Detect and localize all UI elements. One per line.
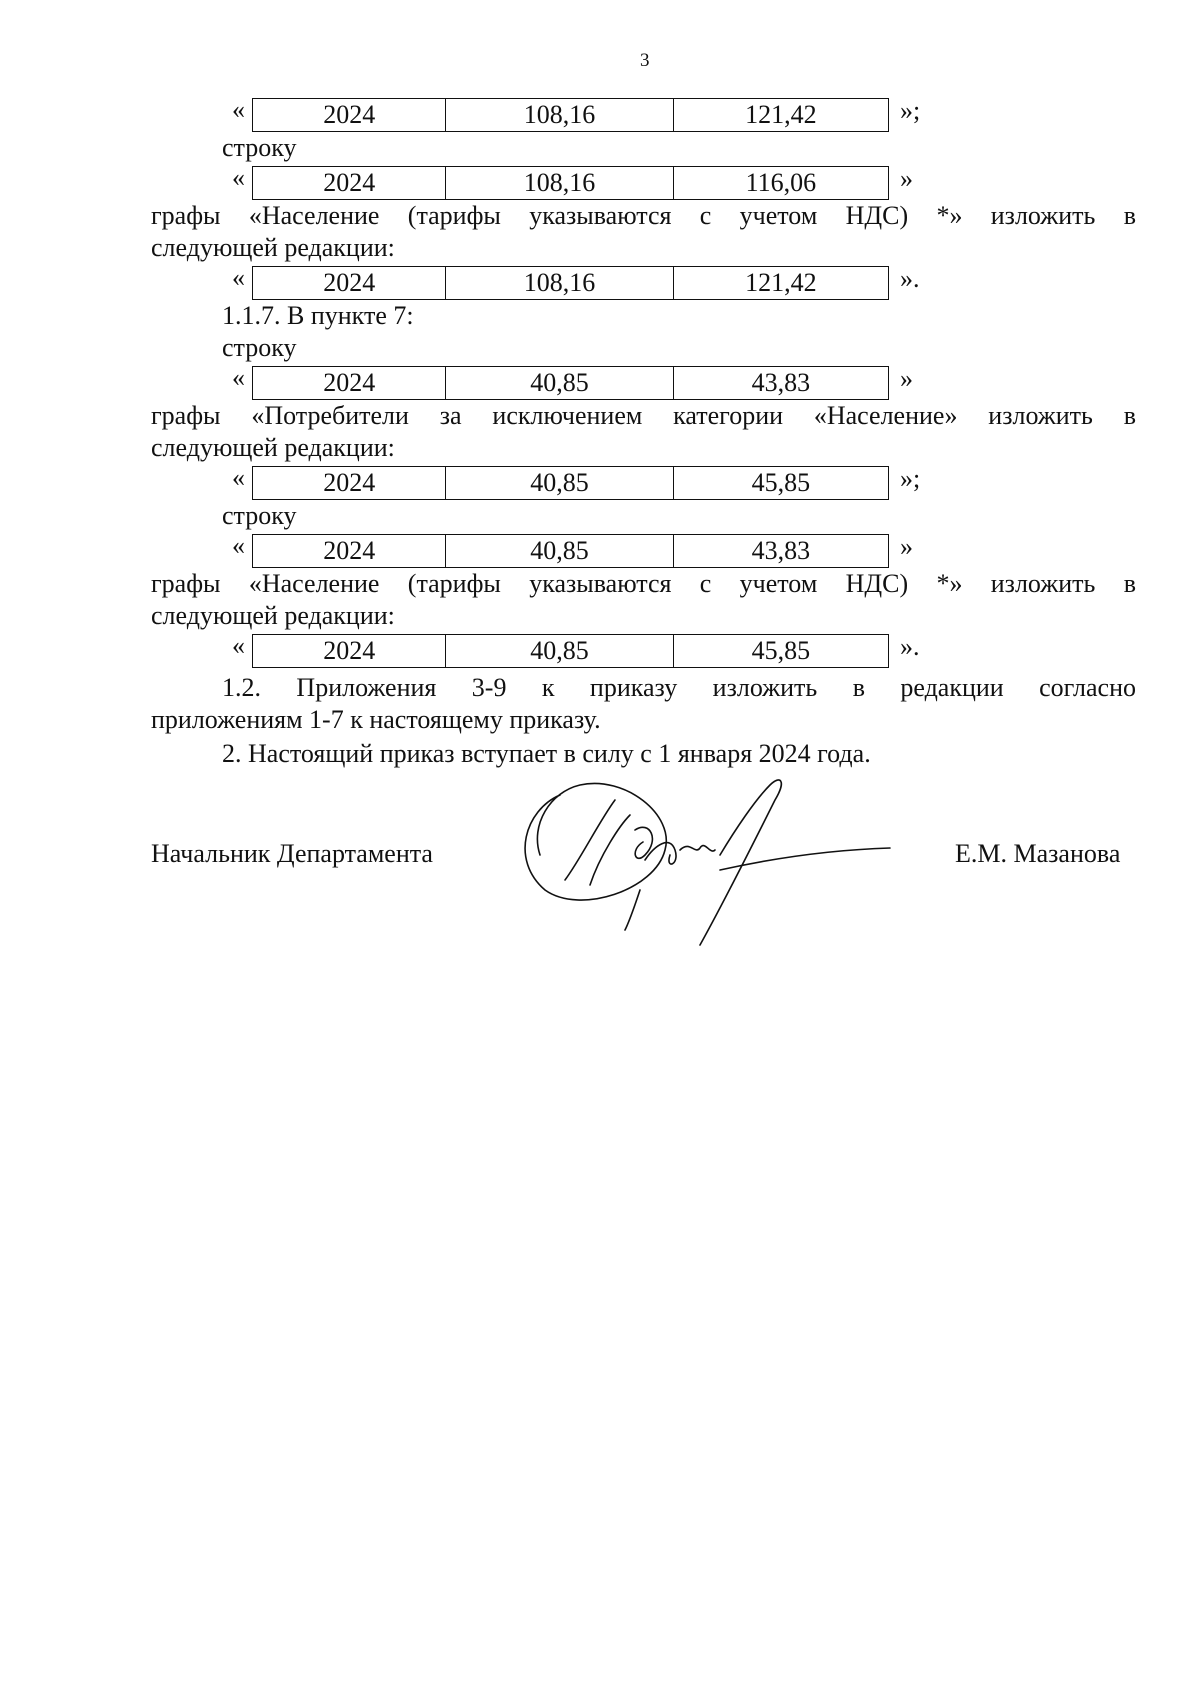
text-sled-red: следующей редакции: [151, 233, 395, 262]
text-p2: 2. Настоящий приказ вступает в силу с 1 января 2024 года. [222, 739, 871, 768]
paragraph-line [151, 672, 1136, 704]
tariff-table [252, 634, 889, 668]
text-sled-red: следующей редакции: [151, 601, 395, 630]
cell-value-1: 108,16 [446, 267, 673, 299]
tariff-table [252, 98, 889, 132]
text-p12-line2: приложениям 1-7 к настоящему приказу. [151, 705, 601, 734]
cell-value-1: 40,85 [446, 635, 673, 667]
close-quote: »; [900, 464, 921, 493]
text-grafy-naselenie: графы «Население (тарифы указываются с учетом НДС) *» изложить в [151, 569, 1136, 598]
cell-value-2: 45,85 [751, 468, 811, 497]
close-quote: ». [900, 264, 920, 293]
cell-year: 2024 [253, 367, 446, 399]
tariff-table [252, 166, 889, 200]
text-sled-red: следующей редакции: [151, 433, 395, 462]
cell-value-2: 121,42 [745, 100, 817, 129]
paragraph-line [151, 200, 1136, 232]
tariff-table [252, 466, 889, 500]
text-stroku: строку [222, 501, 297, 530]
text-p117: 1.1.7. В пункте 7: [222, 301, 414, 330]
text-p12-line1: 1.2. Приложения 3-9 к приказу изложить в редакции согласно [222, 673, 1136, 702]
open-quote: « [232, 463, 245, 492]
tariff-table [252, 534, 889, 568]
cell-value-2: 116,06 [745, 168, 817, 197]
close-quote: » [900, 364, 913, 393]
cell-year: 2024 [253, 99, 446, 131]
open-quote: « [232, 631, 245, 660]
paragraph-line [151, 400, 1136, 432]
open-quote: « [232, 263, 245, 292]
cell-year: 2024 [253, 267, 446, 299]
cell-value-2: 45,85 [751, 636, 811, 665]
paragraph-line [151, 568, 1136, 600]
open-quote: « [232, 363, 245, 392]
cell-year: 2024 [253, 535, 446, 567]
signature-image [505, 770, 895, 960]
text-stroku: строку [222, 133, 297, 162]
close-quote: ». [900, 632, 920, 661]
signatory-name: Е.М. Мазанова [955, 839, 1121, 868]
close-quote: » [900, 532, 913, 561]
cell-year: 2024 [253, 167, 446, 199]
close-quote: »; [900, 96, 921, 125]
open-quote: « [232, 163, 245, 192]
open-quote: « [232, 531, 245, 560]
text-stroku: строку [222, 333, 297, 362]
cell-value-2: 121,42 [745, 268, 817, 297]
text-grafy-potrebiteli: графы «Потребители за исключением категории «Население» изложить в [151, 401, 1136, 430]
cell-value-1: 40,85 [446, 367, 673, 399]
close-quote: » [900, 164, 913, 193]
text-grafy-naselenie: графы «Население (тарифы указываются с учетом НДС) *» изложить в [151, 201, 1136, 230]
cell-year: 2024 [253, 467, 446, 499]
open-quote: « [232, 95, 245, 124]
tariff-table [252, 266, 889, 300]
cell-value-1: 40,85 [446, 535, 673, 567]
tariff-table [252, 366, 889, 400]
signatory-position: Начальник Департамента [151, 839, 433, 868]
cell-value-1: 40,85 [446, 467, 673, 499]
cell-value-1: 108,16 [446, 99, 673, 131]
cell-year: 2024 [253, 635, 446, 667]
cell-value-2: 43,83 [751, 536, 811, 565]
cell-value-2: 43,83 [751, 368, 811, 397]
page-number: 3 [640, 50, 650, 71]
cell-value-1: 108,16 [446, 167, 673, 199]
